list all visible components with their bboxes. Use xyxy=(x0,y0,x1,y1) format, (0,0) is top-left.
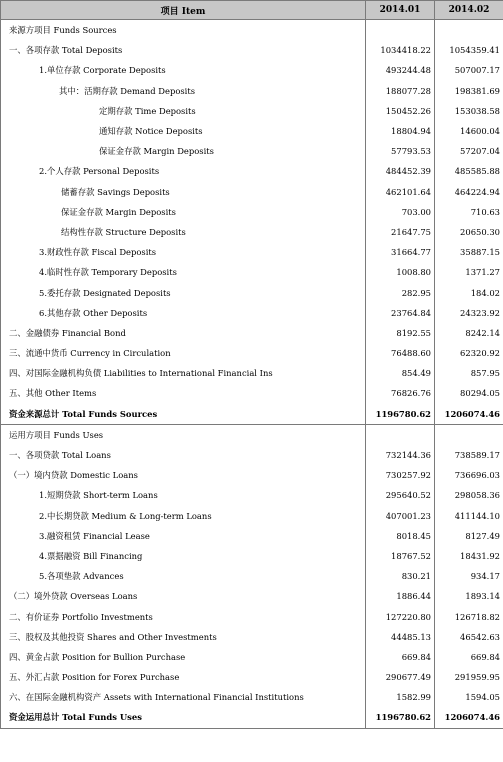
row-value-2014-02: 736696.03 xyxy=(435,465,503,485)
row-value-2014-02: 669.84 xyxy=(435,647,503,667)
row-label: 三、股权及其他投资 Shares and Other Investments xyxy=(1,627,366,647)
row-value-2014-02 xyxy=(435,20,503,41)
table-row xyxy=(1,383,503,403)
table-row xyxy=(1,566,503,586)
row-value-2014-01: 830.21 xyxy=(366,566,435,586)
row-label: 保证金存款 Margin Deposits xyxy=(1,202,366,222)
row-label: 3.融资租赁 Financial Lease xyxy=(1,526,366,546)
row-value-2014-01: 730257.92 xyxy=(366,465,435,485)
row-label: 6.其他存款 Other Deposits xyxy=(1,303,366,323)
row-value-2014-02: 738589.17 xyxy=(435,445,503,465)
row-value-2014-01: 295640.52 xyxy=(366,485,435,505)
row-value-2014-02: 507007.17 xyxy=(435,60,503,80)
row-value-2014-02: 1054359.41 xyxy=(435,40,503,60)
table-row xyxy=(1,222,503,242)
table-row xyxy=(1,60,503,80)
table-row xyxy=(1,323,503,343)
table-row xyxy=(1,40,503,60)
table-row xyxy=(1,485,503,505)
row-label: 5.各项垫款 Advances xyxy=(1,566,366,586)
row-value-2014-02: 1206074.46 xyxy=(435,404,503,425)
table-row xyxy=(1,343,503,363)
row-label: 2.个人存款 Personal Deposits xyxy=(1,161,366,181)
header-col-2014-02: 2014.02 xyxy=(435,1,503,20)
row-value-2014-01: 18804.94 xyxy=(366,121,435,141)
row-value-2014-02: 857.95 xyxy=(435,363,503,383)
row-label: 4.临时性存款 Temporary Deposits xyxy=(1,262,366,282)
row-value-2014-01: 76488.60 xyxy=(366,343,435,363)
row-value-2014-01: 1034418.22 xyxy=(366,40,435,60)
row-value-2014-01: 484452.39 xyxy=(366,161,435,181)
table-row xyxy=(1,121,503,141)
row-label: 六、在国际金融机构资产 Assets with International Financial Institutions xyxy=(1,687,366,707)
row-label: 2.中长期贷款 Medium & Long-term Loans xyxy=(1,506,366,526)
row-value-2014-02: 1206074.46 xyxy=(435,707,503,728)
row-value-2014-01: 669.84 xyxy=(366,647,435,667)
table-body xyxy=(1,20,503,729)
row-value-2014-01 xyxy=(366,424,435,445)
row-label: 4.票据融资 Bill Financing xyxy=(1,546,366,566)
header-item: 项目 Item xyxy=(1,1,366,20)
table-row xyxy=(1,586,503,606)
row-label: 二、有价证券 Portfolio Investments xyxy=(1,606,366,626)
table-row xyxy=(1,424,503,445)
row-label: 来源方项目 Funds Sources xyxy=(1,20,366,41)
row-label: 一、各项存款 Total Deposits xyxy=(1,40,366,60)
row-value-2014-01: 732144.36 xyxy=(366,445,435,465)
row-value-2014-01: 703.00 xyxy=(366,202,435,222)
table-row xyxy=(1,687,503,707)
row-value-2014-02: 153038.58 xyxy=(435,101,503,121)
row-value-2014-01: 23764.84 xyxy=(366,303,435,323)
table-row xyxy=(1,303,503,323)
row-value-2014-02: 710.63 xyxy=(435,202,503,222)
row-value-2014-01: 1886.44 xyxy=(366,586,435,606)
row-value-2014-01: 1196780.62 xyxy=(366,707,435,728)
row-label: 5.委托存款 Designated Deposits xyxy=(1,282,366,302)
row-value-2014-01: 1196780.62 xyxy=(366,404,435,425)
table-row xyxy=(1,182,503,202)
header-col-2014-01: 2014.01 xyxy=(366,1,435,20)
row-label: 3.财政性存款 Fiscal Deposits xyxy=(1,242,366,262)
row-label: 资金运用总计 Total Funds Uses xyxy=(1,707,366,728)
row-label: 定期存款 Time Deposits xyxy=(1,101,366,121)
table-row xyxy=(1,465,503,485)
row-value-2014-02 xyxy=(435,424,503,445)
row-value-2014-01: 57793.53 xyxy=(366,141,435,161)
table-row xyxy=(1,282,503,302)
row-label: （一）境内贷款 Domestic Loans xyxy=(1,465,366,485)
row-value-2014-01: 18767.52 xyxy=(366,546,435,566)
row-value-2014-01: 8192.55 xyxy=(366,323,435,343)
row-value-2014-02: 20650.30 xyxy=(435,222,503,242)
header-row xyxy=(1,1,503,20)
row-value-2014-01: 150452.26 xyxy=(366,101,435,121)
row-label: 二、金融债券 Financial Bond xyxy=(1,323,366,343)
row-value-2014-01: 21647.75 xyxy=(366,222,435,242)
row-label: 1.单位存款 Corporate Deposits xyxy=(1,60,366,80)
row-value-2014-02: 934.17 xyxy=(435,566,503,586)
row-value-2014-02: 46542.63 xyxy=(435,627,503,647)
row-value-2014-02: 24323.92 xyxy=(435,303,503,323)
row-label: 五、外汇占款 Position for Forex Purchase xyxy=(1,667,366,687)
row-value-2014-02: 485585.88 xyxy=(435,161,503,181)
row-value-2014-02: 1594.05 xyxy=(435,687,503,707)
row-value-2014-02: 14600.04 xyxy=(435,121,503,141)
table-row xyxy=(1,81,503,101)
row-label: 结构性存款 Structure Deposits xyxy=(1,222,366,242)
row-value-2014-01: 493244.48 xyxy=(366,60,435,80)
row-value-2014-02: 80294.05 xyxy=(435,383,503,403)
table-row xyxy=(1,627,503,647)
row-label: 1.短期贷款 Short-term Loans xyxy=(1,485,366,505)
row-label: 保证金存款 Margin Deposits xyxy=(1,141,366,161)
row-label: 运用方项目 Funds Uses xyxy=(1,424,366,445)
table-row xyxy=(1,141,503,161)
table-row xyxy=(1,242,503,262)
row-value-2014-02: 35887.15 xyxy=(435,242,503,262)
row-label: 五、其他 Other Items xyxy=(1,383,366,403)
row-value-2014-02: 184.02 xyxy=(435,282,503,302)
table-header xyxy=(1,1,503,20)
table-row xyxy=(1,20,503,41)
row-value-2014-01: 1582.99 xyxy=(366,687,435,707)
row-label: 四、黄金占款 Position for Bullion Purchase xyxy=(1,647,366,667)
row-value-2014-02: 62320.92 xyxy=(435,343,503,363)
row-label: 资金来源总计 Total Funds Sources xyxy=(1,404,366,425)
table-row xyxy=(1,202,503,222)
table-row xyxy=(1,606,503,626)
table-row xyxy=(1,445,503,465)
row-label: 四、对国际金融机构负债 Liabilities to International Financial Ins xyxy=(1,363,366,383)
row-value-2014-02: 411144.10 xyxy=(435,506,503,526)
table-row xyxy=(1,161,503,181)
row-value-2014-02: 8127.49 xyxy=(435,526,503,546)
row-value-2014-02: 291959.95 xyxy=(435,667,503,687)
row-value-2014-02: 198381.69 xyxy=(435,81,503,101)
row-value-2014-01: 44485.13 xyxy=(366,627,435,647)
row-value-2014-01: 1008.80 xyxy=(366,262,435,282)
table-row xyxy=(1,546,503,566)
total-row-uses xyxy=(1,707,503,728)
row-value-2014-01: 127220.80 xyxy=(366,606,435,626)
row-value-2014-01: 188077.28 xyxy=(366,81,435,101)
row-label: 一、各项贷款 Total Loans xyxy=(1,445,366,465)
row-value-2014-02: 57207.04 xyxy=(435,141,503,161)
table-row xyxy=(1,262,503,282)
row-value-2014-02: 18431.92 xyxy=(435,546,503,566)
row-value-2014-02: 1371.27 xyxy=(435,262,503,282)
table-row xyxy=(1,506,503,526)
row-label: 其中：活期存款 Demand Deposits xyxy=(1,81,366,101)
table-row xyxy=(1,647,503,667)
row-value-2014-01: 76826.76 xyxy=(366,383,435,403)
row-value-2014-01: 290677.49 xyxy=(366,667,435,687)
row-value-2014-02: 126718.82 xyxy=(435,606,503,626)
row-value-2014-02: 464224.94 xyxy=(435,182,503,202)
row-value-2014-01: 31664.77 xyxy=(366,242,435,262)
row-label: 通知存款 Notice Deposits xyxy=(1,121,366,141)
row-label: 三、流通中货币 Currency in Circulation xyxy=(1,343,366,363)
row-value-2014-01: 854.49 xyxy=(366,363,435,383)
row-label: （二）境外贷款 Overseas Loans xyxy=(1,586,366,606)
table-row xyxy=(1,363,503,383)
total-row-sources xyxy=(1,404,503,425)
row-value-2014-02: 298058.36 xyxy=(435,485,503,505)
row-value-2014-02: 1893.14 xyxy=(435,586,503,606)
row-value-2014-01: 462101.64 xyxy=(366,182,435,202)
row-value-2014-01 xyxy=(366,20,435,41)
table-row xyxy=(1,526,503,546)
table-row xyxy=(1,667,503,687)
row-value-2014-01: 282.95 xyxy=(366,282,435,302)
row-value-2014-01: 8018.45 xyxy=(366,526,435,546)
row-value-2014-02: 8242.14 xyxy=(435,323,503,343)
row-value-2014-01: 407001.23 xyxy=(366,506,435,526)
row-label: 储蓄存款 Savings Deposits xyxy=(1,182,366,202)
table-row xyxy=(1,101,503,121)
